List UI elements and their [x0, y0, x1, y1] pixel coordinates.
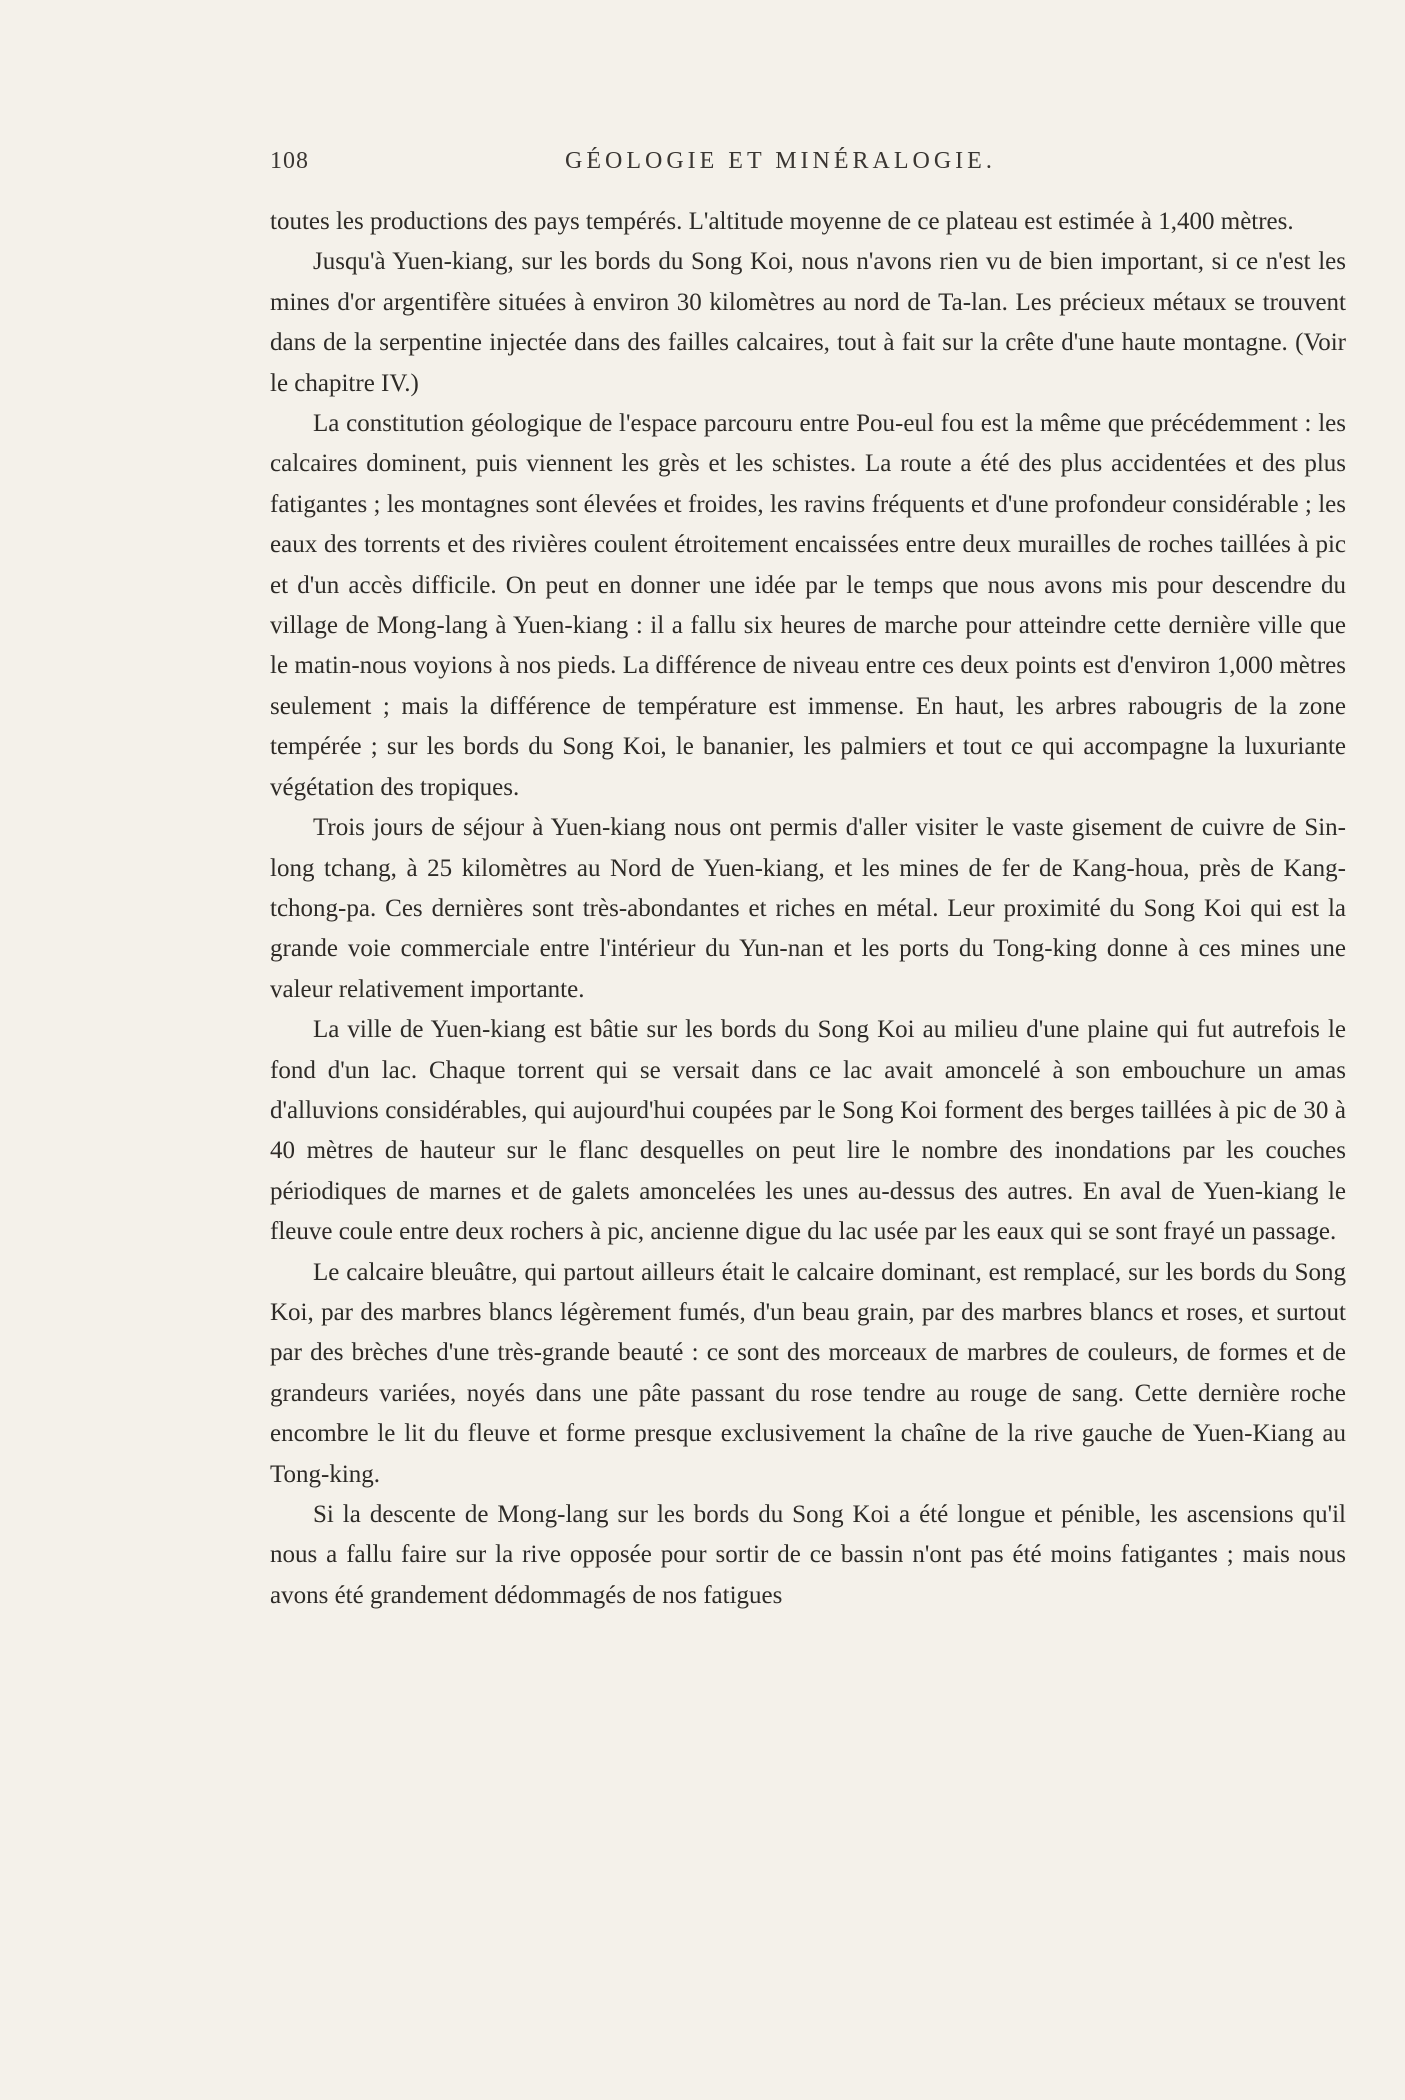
- running-title: GÉOLOGIE ET MINÉRALOGIE.: [565, 148, 996, 174]
- paragraph: La ville de Yuen-kiang est bâtie sur les bords du Song Koi au milieu d'une plaine qui fut autrefois le fond d'un lac. Chaque torrent qui se versait dans ce lac avait amoncelé à son embouchure un amas d'alluvions considérables, qui aujourd'hui coupées par le Song Koi forment des berges taillées à pic de 30 à 40 mètres de hauteur sur le flanc desquelles on peut lire le nombre des inondations par les couches périodiques de marnes et de galets amoncelées les unes au-dessus des autres. En aval de Yuen-kiang le fleuve coule entre deux rochers à pic, ancienne digue du lac usée par les eaux qui se sont frayé un passage.: [270, 1016, 1346, 1246]
- page-number: 108: [270, 148, 309, 174]
- paragraph: Le calcaire bleuâtre, qui partout ailleurs était le calcaire dominant, est remplacé, sur les bords du Song Koi, par des marbres blancs légèrement fumés, d'un beau grain, par des marbres blancs et roses, et surtout par des brèches d'une très-grande beauté : ce sont des morceaux de marbres de couleurs, de formes et de grandeurs variées, noyés dans une pâte passant du rose tendre au rouge de sang. Cette dernière roche encombre le lit du fleuve et forme presque exclusivement la chaîne de la rive gauche de Yuen-Kiang au Tong-king.: [270, 1258, 1346, 1488]
- paragraph: Si la descente de Mong-lang sur les bords du Song Koi a été longue et pénible, les ascensions qu'il nous a fallu faire sur la rive opposée pour sortir de ce bassin n'ont pas été moins fatigantes ; mais nous avons été grandement dédommagés de nos fatigues: [270, 1501, 1346, 1609]
- paragraph: La constitution géologique de l'espace parcouru entre Pou-eul fou est la même que précédemment : les calcaires dominent, puis viennent les grès et les schistes. La route a été des plus accidentées et des plus fatigantes ; les montagnes sont élevées et froides, les ravins fréquents et d'une profondeur considérable ; les eaux des torrents et des rivières coulent étroitement encaissées entre deux murailles de roches taillées à pic et d'un accès difficile. On peut en donner une idée par le temps que nous avons mis pour descendre du village de Mong-lang à Yuen-kiang : il a fallu six heures de marche pour atteindre cette dernière ville que le matin-nous voyions à nos pieds. La différence de niveau entre ces deux points est d'environ 1,000 mètres seulement ; mais la différence de température est immense. En haut, les arbres rabougris de la zone tempérée ; sur les bords du Song Koi, le bananier, les palmiers et tout ce qui accompagne la luxuriante végétation des tropiques.: [270, 410, 1346, 801]
- body-text: [270, 202, 1346, 1616]
- paragraph: Jusqu'à Yuen-kiang, sur les bords du Song Koi, nous n'avons rien vu de bien important, si ce n'est les mines d'or argentifère situées à environ 30 kilomètres au nord de Ta-lan. Les précieux métaux se trouvent dans de la serpentine injectée dans des failles calcaires, tout à fait sur la crête d'une haute montagne. (Voir le chapitre IV.): [270, 248, 1346, 397]
- paragraph: Trois jours de séjour à Yuen-kiang nous ont permis d'aller visiter le vaste gisement de cuivre de Sin-long tchang, à 25 kilomètres au Nord de Yuen-kiang, et les mines de fer de Kang-houa, près de Kang-tchong-pa. Ces dernières sont très-abondantes et riches en métal. Leur proximité du Song Koi qui est la grande voie commerciale entre l'intérieur du Yun-nan et les ports du Tong-king donne à ces mines une valeur relativement importante.: [270, 814, 1346, 1003]
- paragraph-continuation: toutes les productions des pays tempérés. L'altitude moyenne de ce plateau est estimée à 1,400 mètres.: [270, 208, 1294, 235]
- running-head: [270, 148, 1040, 188]
